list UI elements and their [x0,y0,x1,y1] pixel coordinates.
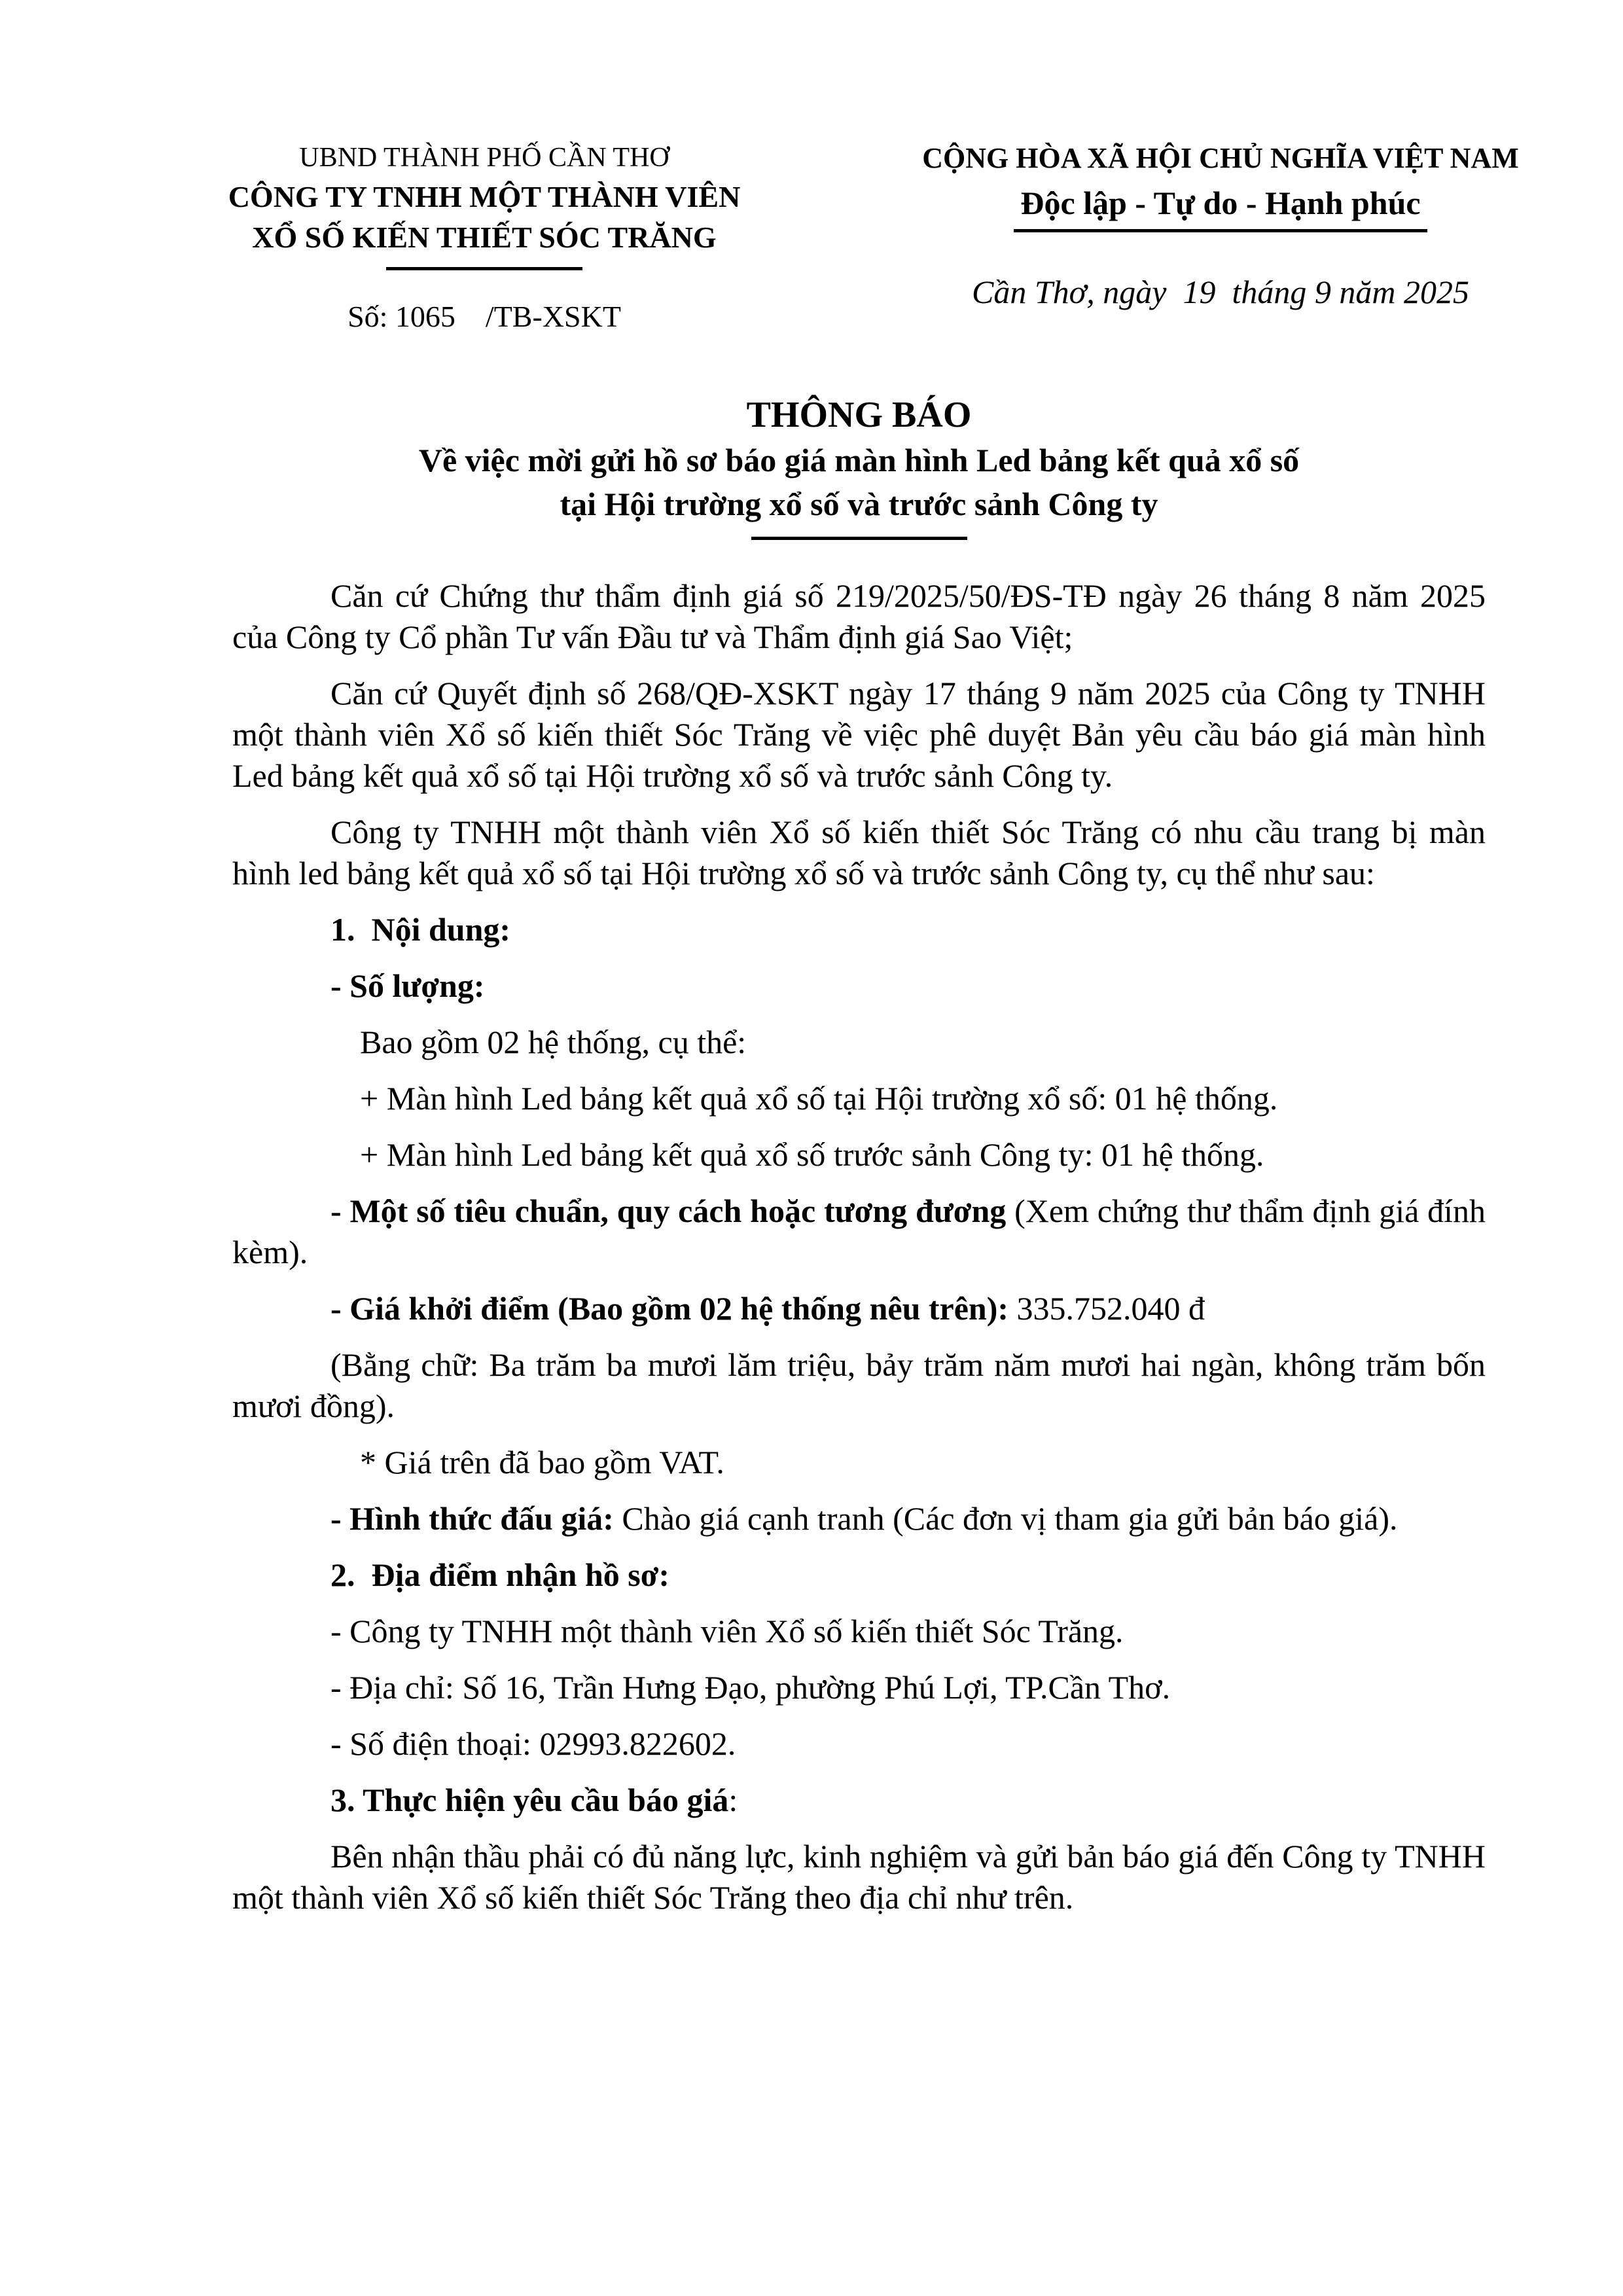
auction-form-paragraph [232,1498,1486,1539]
section-3-heading [232,1780,1486,1821]
vat-note: * Giá trên đã bao gồm VAT. [360,1444,724,1480]
address-item-street: - Địa chỉ: Số 16, Trần Hưng Đạo, phường Phú Lợi, TP.Cần Thơ. [330,1669,1171,1706]
title-divider-rule [751,537,967,540]
starting-price-value: 335.752.040 đ [1008,1290,1205,1327]
section-1-heading-text: 1. Nội dung: [330,911,511,948]
standards-label: - Một số tiêu chuẩn, quy cách hoặc tương đương [330,1193,1007,1229]
paragraph-final: Bên nhận thầu phải có đủ năng lực, kinh nghiệm và gửi bản báo giá đến Công ty TNHH một thành viên Xổ số kiến thiết Sóc Trăng theo địa chỉ như trên. [232,1838,1486,1916]
issuer-underline-rule [386,267,582,270]
quantity-label-text: - Số lượng: [330,967,485,1004]
document-subtitle-line-1: Về việc mời gửi hồ sơ báo giá màn hình Led bảng kết quả xổ số [418,442,1300,478]
document-title: THÔNG BÁO [746,395,972,435]
document-body [232,575,1486,1918]
starting-price-label: - Giá khởi điểm (Bao gồm 02 hệ thống nêu trên): [330,1290,1009,1327]
document-number: Số: 1065 /TB-XSKT [348,300,621,333]
quantity-item-1: + Màn hình Led bảng kết quả xổ số tại Hội trường xổ số: 01 hệ thống. [360,1080,1278,1117]
auction-form-text: Chào giá cạnh tranh (Các đơn vị tham gia gửi bản báo giá). [613,1500,1398,1537]
section-3-heading-colon: : [728,1782,738,1818]
section-2-heading [232,1554,1486,1596]
title-block [232,391,1486,540]
national-name-line: CỘNG HÒA XÃ HỘI CHỦ NGHĨA VIỆT NAM [922,142,1519,174]
section-2-heading-text: 2. Địa điểm nhận hồ sơ: [330,1556,670,1593]
place-date-line: Cần Thơ, ngày 19 tháng 9 năm 2025 [971,274,1470,310]
issuer-block [105,139,864,334]
paragraph-intro: Công ty TNHH một thành viên Xổ số kiến thiết Sóc Trăng có nhu cầu trang bị màn hình led bảng kết quả xổ số tại Hội trường xổ số và trước sảnh Công ty, cụ thể như sau: [232,814,1486,891]
document-header [0,0,1623,334]
quantity-item-2: + Màn hình Led bảng kết quả xổ số trước sảnh Công ty: 01 hệ thống. [360,1136,1264,1173]
national-motto-line: Độc lập - Tự do - Hạnh phúc [1014,181,1427,232]
paragraph-basis-2: Căn cứ Quyết định số 268/QĐ-XSKT ngày 17 tháng 9 năm 2025 của Công ty TNHH một thành viên Xổ số kiến thiết Sóc Trăng về việc phê duyệt Bản yêu cầu báo giá màn hình Led bảng kết quả xổ số tại Hội trường xổ số và trước sảnh Công ty. [232,675,1486,794]
standards-note: (Xem chứng thư thẩm định giá đính kèm). [232,1193,1486,1270]
auction-form-label: - Hình thức đấu giá: [330,1500,614,1537]
issuer-company-line-1: CÔNG TY TNHH MỘT THÀNH VIÊN [228,180,741,213]
standards-paragraph [232,1191,1486,1273]
address-item-company: - Công ty TNHH một thành viên Xổ số kiến thiết Sóc Trăng. [330,1613,1124,1649]
section-3-heading-text: 3. Thực hiện yêu cầu báo giá [330,1782,729,1818]
national-motto-block [864,139,1577,334]
issuer-company-line-2: XỔ SỐ KIẾN THIẾT SÓC TRĂNG [252,221,717,254]
document-subtitle-line-2: tại Hội trường xổ số và trước sảnh Công ty [560,486,1158,522]
quantity-intro: Bao gồm 02 hệ thống, cụ thể: [360,1024,747,1060]
section-1-heading [232,909,1486,950]
address-item-phone: - Số điện thoại: 02993.822602. [330,1725,736,1762]
paragraph-basis-1: Căn cứ Chứng thư thẩm định giá số 219/2025/50/ĐS-TĐ ngày 26 tháng 8 năm 2025 của Công ty Cổ phần Tư vấn Đầu tư và Thẩm định giá Sao Việt; [232,577,1486,655]
issuer-authority-line: UBND THÀNH PHỐ CẦN THƠ [299,143,669,173]
quantity-label [232,965,1486,1007]
starting-price-paragraph [232,1288,1486,1329]
price-in-words-paragraph: (Bằng chữ: Ba trăm ba mươi lăm triệu, bảy trăm năm mươi hai ngàn, không trăm bốn mươi đồng). [232,1346,1486,1424]
